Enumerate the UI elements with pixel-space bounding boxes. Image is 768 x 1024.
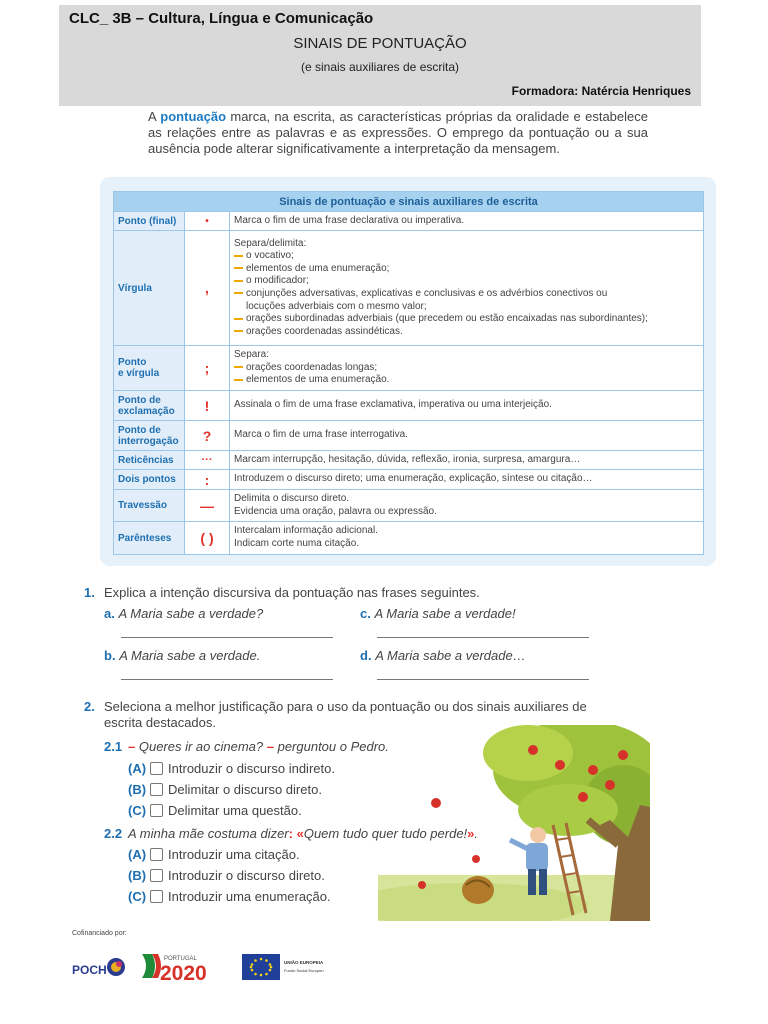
checkbox[interactable] xyxy=(150,783,163,796)
list-item: conjunções adversativas, explicativas e conclusivas e os advérbios conectivos ou xyxy=(234,288,699,301)
table-row: Ponto (final) • Marca o fim de uma frase declarativa ou imperativa. xyxy=(114,212,704,231)
symbol-exclamacao: ! xyxy=(185,391,230,421)
checkbox[interactable] xyxy=(150,804,163,817)
list-item: orações coordenadas longas; xyxy=(234,362,699,375)
symbol-ponto-virgula: ; xyxy=(185,346,230,391)
keyword-pontuacao: pontuação xyxy=(160,109,227,124)
subquestion-2-1-sentence: – Queres ir ao cinema? – perguntou o Pedro. xyxy=(128,739,389,754)
symbol-travessao: — xyxy=(185,490,230,522)
apple-tree-illustration xyxy=(378,725,650,921)
table-title: Sinais de pontuação e sinais auxiliares de escrita xyxy=(114,192,704,212)
table-row: Ponto de exclamação ! Assinala o fim de uma frase exclamativa, imperativa ou uma interjeição. xyxy=(114,391,704,421)
cofinanced-label: Cofinanciado por: xyxy=(72,930,127,937)
option-1b: b. A Maria sabe a verdade. xyxy=(104,648,261,663)
list-item: elementos de uma enumeração; xyxy=(234,263,699,276)
svg-text:Fundo Social Europeu: Fundo Social Europeu xyxy=(284,968,324,973)
list-item: o modificador; xyxy=(234,275,699,288)
choice-2-2-c[interactable]: (C) Introduzir uma enumeração. xyxy=(128,889,331,904)
list-item: orações subordinadas adverbiais (que precedem ou estão encaixadas nas subordinantes); xyxy=(234,313,699,326)
answer-line-1b[interactable] xyxy=(121,679,333,680)
answer-line-1c[interactable] xyxy=(377,637,589,638)
symbol-reticencias: ··· xyxy=(185,451,230,470)
table-row: Parênteses ( ) Intercalam informação adicional. Indicam corte numa citação. xyxy=(114,522,704,555)
question-2-text-line2: escrita destacados. xyxy=(104,715,217,730)
checkbox[interactable] xyxy=(150,762,163,775)
table-row: Dois pontos : Introduzem o discurso direto; uma enumeração, explicação, síntese ou citação… xyxy=(114,470,704,490)
checkbox[interactable] xyxy=(150,869,163,882)
symbol-dois-pontos: : xyxy=(185,470,230,490)
symbol-ponto: • xyxy=(185,212,230,231)
option-1d: d. A Maria sabe a verdade… xyxy=(360,648,526,663)
choice-2-2-a[interactable]: (A) Introduzir uma citação. xyxy=(128,847,300,862)
symbol-parenteses: ( ) xyxy=(185,522,230,555)
page-subtitle: (e sinais auxiliares de escrita) xyxy=(300,60,460,74)
svg-text:PORTUGAL: PORTUGAL xyxy=(164,956,197,962)
choice-2-2-b[interactable]: (B) Introduzir o discurso direto. xyxy=(128,868,325,883)
poch-logo xyxy=(72,955,128,981)
portugal-2020-logo xyxy=(140,950,230,982)
question-1-number: 1. xyxy=(84,585,95,600)
punctuation-table xyxy=(113,191,704,555)
choice-2-1-b[interactable]: (B) Delimitar o discurso direto. xyxy=(128,782,322,797)
svg-text:POCH: POCH xyxy=(72,963,107,977)
question-2-number: 2. xyxy=(84,699,95,714)
question-2-text-line1: Seleciona a melhor justificação para o uso da pontuação ou dos sinais auxiliares de xyxy=(104,699,587,714)
document-header xyxy=(59,5,701,106)
answer-line-1a[interactable] xyxy=(121,637,333,638)
table-row: Vírgula , Separa/delimita: o vocativo; elementos de uma enumeração; o modificador; conjunções adversativas, explicativas e conclusivas e os advérbios conectivos ou locuções adverbiais com o mesmo valor; orações subordinadas adverbiais (que precedem ou estão encaixadas nas subordinantes); orações coordenadas assindéticas. xyxy=(114,231,704,346)
table-row: Reticências ··· Marcam interrupção, hesitação, dúvida, reflexão, ironia, surpresa, amargura… xyxy=(114,451,704,470)
question-1-text: Explica a intenção discursiva da pontuação nas frases seguintes. xyxy=(104,585,480,600)
course-title: CLC_ 3B – Cultura, Língua e Comunicação xyxy=(69,10,374,27)
choice-2-1-c[interactable]: (C) Delimitar uma questão. xyxy=(128,803,302,818)
page-title: SINAIS DE PONTUAÇÃO xyxy=(293,35,467,52)
list-item: o vocativo; xyxy=(234,250,699,263)
symbol-virgula: , xyxy=(185,231,230,346)
list-item: elementos de uma enumeração. xyxy=(234,374,699,387)
subquestion-2-2-number: 2.2 xyxy=(104,826,123,841)
table-row: Travessão — Delimita o discurso direto. Evidencia uma oração, palavra ou expressão. xyxy=(114,490,704,522)
subquestion-2-1-number: 2.1 xyxy=(104,739,123,754)
svg-text:UNIÃO EUROPEIA: UNIÃO EUROPEIA xyxy=(284,960,324,965)
list-item-continued: locuções adverbiais com o mesmo valor; xyxy=(246,300,427,312)
checkbox[interactable] xyxy=(150,848,163,861)
intro-paragraph: A pontuação marca, na escrita, as características próprias da oralidade e estabelece as relações entre as palavras e as expressões. O emprego da pontuação ou a sua ausência pode alterar significativamente a interpretação da mensagem. xyxy=(148,109,648,156)
list-item: orações coordenadas assindéticas. xyxy=(234,326,699,339)
choice-2-1-a[interactable]: (A) Introduzir o discurso indireto. xyxy=(128,761,335,776)
table-row: Ponto de interrogação ? Marca o fim de uma frase interrogativa. xyxy=(114,421,704,451)
eu-logo xyxy=(242,954,332,982)
option-1a: a. A Maria sabe a verdade? xyxy=(104,606,264,621)
option-1c: c. A Maria sabe a verdade! xyxy=(360,606,516,621)
table-row: Ponto e vírgula ; Separa: orações coordenadas longas; elementos de uma enumeração. xyxy=(114,346,704,391)
symbol-interrogacao: ? xyxy=(185,421,230,451)
svg-text:2020: 2020 xyxy=(160,962,207,982)
answer-line-1d[interactable] xyxy=(377,679,589,680)
trainer-name: Formadora: Natércia Henriques xyxy=(511,84,691,98)
subquestion-2-2-sentence: A minha mãe costuma dizer: «Quem tudo quer tudo perde!». xyxy=(128,826,479,841)
checkbox[interactable] xyxy=(150,890,163,903)
